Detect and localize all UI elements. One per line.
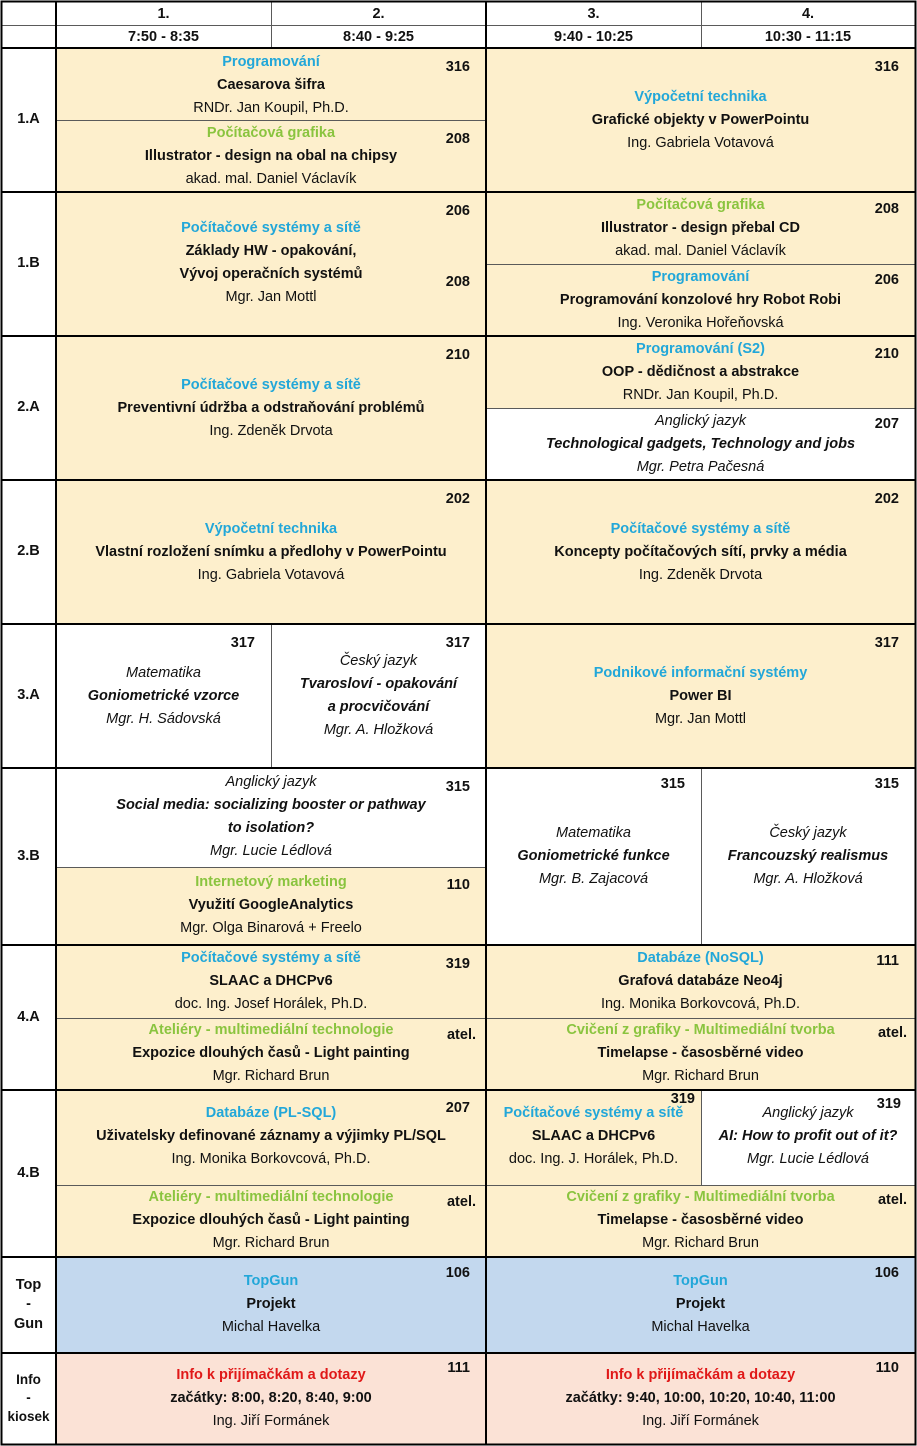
topic-label: Grafické objekty v PowerPointu	[591, 112, 810, 128]
topic-label: Uživatelsky definované záznamy a výjimky PL/SQL	[96, 1128, 446, 1144]
row-label-2b: 2.B	[17, 543, 40, 560]
lesson-cell	[271, 624, 486, 768]
topic-label: Expozice dlouhých časů - Light painting	[132, 1212, 410, 1228]
room-number: 202	[445, 491, 470, 507]
teacher-label: Mgr. Jan Mottl	[225, 289, 317, 305]
lesson-cell	[701, 768, 915, 945]
teacher-label: Ing. Monika Borkovcová, Ph.D.	[171, 1151, 371, 1167]
topic-label: Využití GoogleAnalytics	[188, 897, 354, 913]
subject-label: Info k přijímačkám a dotazy	[605, 1367, 796, 1383]
teacher-label: Mgr. Richard Brun	[642, 1068, 759, 1084]
lesson-cell	[486, 624, 915, 768]
lesson-cell	[56, 48, 486, 120]
subject-label: Cvičení z grafiky - Multimediální tvorba	[566, 1189, 835, 1205]
teacher-label: Mgr. Olga Binarová + Freelo	[180, 920, 362, 936]
row-label-4a: 4.A	[17, 1008, 40, 1025]
room-number: 316	[874, 59, 899, 75]
teacher-label: Ing. Veronika Hořeňovská	[617, 315, 784, 331]
lesson-cell	[486, 1257, 915, 1353]
teacher-label: Mgr. A. Hložková	[753, 871, 863, 887]
teacher-label: Michal Havelka	[651, 1319, 750, 1335]
row-label-1b: 1.B	[17, 255, 40, 272]
topic-label: Tvarosloví - opakování	[299, 676, 458, 692]
room-number: 206	[874, 272, 899, 288]
room-number: 315	[874, 776, 899, 792]
subject-label: Počítačová grafika	[636, 197, 765, 213]
room-number: 206	[445, 203, 470, 219]
subject-label: TopGun	[673, 1273, 728, 1289]
lesson-cell	[486, 264, 915, 336]
lesson-cell	[56, 480, 486, 624]
topic-label-line-2: a procvičování	[327, 699, 430, 715]
room-number: 207	[874, 416, 899, 432]
row-label-info-kiosek: Info - kiosek	[7, 1372, 50, 1424]
teacher-label: akad. mal. Daniel Václavík	[185, 171, 357, 187]
subject-label: Databáze (PL-SQL)	[205, 1105, 337, 1121]
subject-label: Programování	[222, 54, 320, 70]
topic-label: Základy HW - opakování,	[185, 243, 357, 259]
teacher-label: Mgr. Lucie Lédlová	[747, 1151, 869, 1167]
subject-label: Ateliéry - multimediální technologie	[148, 1189, 394, 1205]
subject-label: Výpočetní technika	[634, 89, 767, 105]
subject-label: Databáze (NoSQL)	[637, 950, 764, 966]
lesson-cell	[486, 1185, 915, 1257]
subject-label: Podnikové informační systémy	[593, 665, 808, 681]
column-number-1: 1.	[157, 5, 170, 22]
room-number: 208	[445, 131, 470, 147]
teacher-label: Mgr. Lucie Lédlová	[210, 843, 332, 859]
teacher-label: doc. Ing. Josef Horálek, Ph.D.	[174, 996, 368, 1012]
room-number: 110	[446, 877, 470, 893]
teacher-label: RNDr. Jan Koupil, Ph.D.	[622, 387, 779, 403]
lesson-cell	[56, 1018, 486, 1090]
topic-label: Projekt	[675, 1296, 726, 1312]
subject-label: Anglický jazyk	[762, 1105, 854, 1121]
subject-label: Cvičení z grafiky - Multimediální tvorba	[566, 1022, 835, 1038]
lesson-cell	[486, 768, 701, 945]
column-time-2: 8:40 - 9:25	[343, 28, 414, 45]
teacher-label: Ing. Gabriela Votavová	[627, 135, 774, 151]
room-number: 210	[445, 347, 470, 363]
teacher-label: Ing. Jiří Formánek	[212, 1413, 330, 1429]
lesson-cell	[56, 120, 486, 192]
topic-label: Francouzský realismus	[727, 848, 889, 864]
column-time-3: 9:40 - 10:25	[554, 28, 633, 45]
row-label-4b: 4.B	[17, 1164, 40, 1181]
topic-label: Timelapse - časosběrné video	[597, 1212, 804, 1228]
lesson-cell	[56, 1257, 486, 1353]
lesson-cell	[56, 1353, 486, 1444]
subject-label: Matematika	[556, 825, 631, 841]
lesson-cell	[486, 336, 915, 408]
topic-label-line-2: Vývoj operačních systémů	[179, 266, 363, 282]
lesson-cell	[56, 867, 486, 945]
lesson-cell	[701, 1090, 915, 1185]
room-number: 111	[447, 1360, 470, 1376]
lesson-cell	[486, 1090, 701, 1185]
room-number: 111	[876, 953, 899, 969]
column-number-4: 4.	[801, 5, 815, 22]
subject-label: Programování	[651, 269, 750, 285]
room-number: 315	[445, 779, 470, 795]
lesson-cell	[486, 1353, 915, 1444]
subject-label: Počítačové systémy a sítě	[181, 377, 361, 393]
lesson-cell	[486, 48, 915, 192]
room-number: 202	[874, 491, 899, 507]
topic-label: OOP - dědičnost a abstrakce	[601, 364, 800, 380]
lesson-cell	[486, 192, 915, 264]
room-number: atel.	[877, 1192, 907, 1208]
subject-label: Anglický jazyk	[225, 774, 317, 790]
teacher-label: Ing. Monika Borkovcová, Ph.D.	[600, 996, 801, 1012]
subject-label: Počítačové systémy a sítě	[181, 950, 361, 966]
row-label-2a: 2.A	[17, 399, 40, 416]
topic-label: Koncepty počítačových sítí, prvky a média	[554, 544, 847, 560]
teacher-label: Ing. Jiří Formánek	[642, 1413, 759, 1429]
topic-label: Caesarova šifra	[216, 77, 325, 93]
teacher-label: Ing. Gabriela Votavová	[197, 567, 345, 583]
topic-label: začátky: 9:40, 10:00, 10:20, 10:40, 11:00	[565, 1390, 836, 1406]
topic-label: Illustrator - design přebal CD	[601, 220, 800, 236]
room-number: 106	[874, 1265, 899, 1281]
teacher-label: Michal Havelka	[221, 1319, 321, 1335]
teacher-label: Mgr. H. Sádovská	[106, 711, 221, 727]
topic-label: Technological gadgets, Technology and jobs	[545, 436, 856, 452]
subject-label: TopGun	[243, 1273, 299, 1289]
room-number: 210	[874, 346, 899, 362]
teacher-label: Mgr. Richard Brun	[212, 1068, 330, 1084]
subject-label: Výpočetní technika	[204, 521, 338, 537]
row-label-3b: 3.B	[17, 847, 40, 864]
room-number: 110	[875, 1360, 899, 1376]
teacher-label: Ing. Zdeněk Drvota	[638, 567, 763, 583]
subject-label: Český jazyk	[769, 825, 847, 841]
subject-label: Počítačové systémy a sítě	[503, 1105, 684, 1121]
room-number: atel.	[446, 1027, 476, 1043]
subject-label: Počítačová grafika	[206, 125, 336, 141]
teacher-label: Mgr. B. Zajacová	[538, 871, 649, 887]
column-time-4: 10:30 - 11:15	[764, 28, 852, 45]
subject-label: Programování (S2)	[636, 341, 765, 357]
room-number: 319	[670, 1091, 695, 1107]
teacher-label: Mgr. Petra Pačesná	[636, 459, 765, 475]
room-number: 316	[445, 59, 470, 75]
teacher-label: Ing. Zdeněk Drvota	[209, 423, 333, 439]
subject-label: Počítačové systémy a sítě	[181, 220, 361, 236]
topic-label: Programování konzolové hry Robot Robi	[559, 292, 842, 308]
room-number: 208	[874, 201, 899, 217]
topic-label: Projekt	[246, 1296, 296, 1312]
teacher-label: Mgr. A. Hložková	[323, 722, 434, 738]
subject-label: Ateliéry - multimediální technologie	[148, 1022, 394, 1038]
topic-label-line-2: to isolation?	[227, 820, 315, 836]
lesson-cell	[486, 480, 915, 624]
lesson-cell	[56, 624, 271, 768]
column-number-2: 2.	[372, 5, 385, 22]
column-time-1: 7:50 - 8:35	[128, 28, 199, 45]
topic-label: AI: How to profit out of it?	[718, 1128, 898, 1144]
topic-label: Goniometrické funkce	[517, 848, 670, 864]
subject-label: Český jazyk	[339, 653, 418, 669]
topic-label: Grafová databáze Neo4j	[618, 973, 783, 989]
topic-label: Preventivní údržba a odstraňování problémů	[117, 400, 425, 416]
room-number-2: 208	[445, 274, 470, 290]
room-number: 317	[874, 635, 899, 651]
topic-label: Expozice dlouhých časů - Light painting	[132, 1045, 410, 1061]
topic-label: Vlastní rozložení snímku a předlohy v PowerPointu	[95, 544, 447, 560]
row-label-topgun: Top - Gun	[14, 1276, 43, 1332]
teacher-label: RNDr. Jan Koupil, Ph.D.	[193, 100, 349, 116]
teacher-label: akad. mal. Daniel Václavík	[615, 243, 786, 259]
teacher-label: Mgr. Richard Brun	[642, 1235, 759, 1251]
topic-label: Goniometrické vzorce	[87, 688, 240, 704]
subject-label: Anglický jazyk	[654, 413, 747, 429]
lesson-cell	[56, 768, 486, 867]
room-number: 317	[445, 635, 470, 651]
topic-label: Social media: socializing booster or pathway	[116, 797, 426, 813]
topic-label: Power BI	[669, 688, 732, 704]
subject-label: Info k přijímačkám a dotazy	[176, 1367, 366, 1383]
teacher-label: Mgr. Jan Mottl	[654, 711, 747, 727]
room-number: 319	[445, 956, 470, 972]
teacher-label: doc. Ing. J. Horálek, Ph.D.	[508, 1151, 679, 1167]
room-number: 106	[445, 1265, 470, 1281]
room-number: atel.	[446, 1194, 476, 1210]
topic-label: SLAAC a DHCPv6	[531, 1128, 656, 1144]
room-number: 207	[445, 1100, 470, 1116]
lesson-cell	[56, 336, 486, 480]
row-label-1a: 1.A	[17, 111, 40, 128]
room-number: atel.	[877, 1025, 907, 1041]
lesson-cell	[56, 1185, 486, 1257]
topic-label: SLAAC a DHCPv6	[209, 973, 333, 989]
room-number: 317	[230, 635, 255, 651]
room-number: 319	[876, 1096, 901, 1112]
subject-label: Počítačové systémy a sítě	[610, 521, 791, 537]
subject-label: Matematika	[126, 665, 201, 681]
topic-label: Illustrator - design na obal na chipsy	[144, 148, 398, 164]
topic-label: Timelapse - časosběrné video	[597, 1045, 804, 1061]
lesson-cell	[486, 408, 915, 480]
lesson-cell	[56, 1090, 486, 1185]
topic-label: začátky: 8:00, 8:20, 8:40, 9:00	[170, 1390, 372, 1406]
teacher-label: Mgr. Richard Brun	[212, 1235, 330, 1251]
column-number-3: 3.	[587, 5, 600, 22]
lesson-cell	[486, 1018, 915, 1090]
subject-label: Internetový marketing	[195, 874, 347, 890]
lesson-cell	[56, 945, 486, 1018]
lesson-cell	[56, 192, 486, 336]
room-number: 315	[660, 776, 685, 792]
lesson-cell	[486, 945, 915, 1018]
row-label-3a: 3.A	[17, 687, 40, 704]
